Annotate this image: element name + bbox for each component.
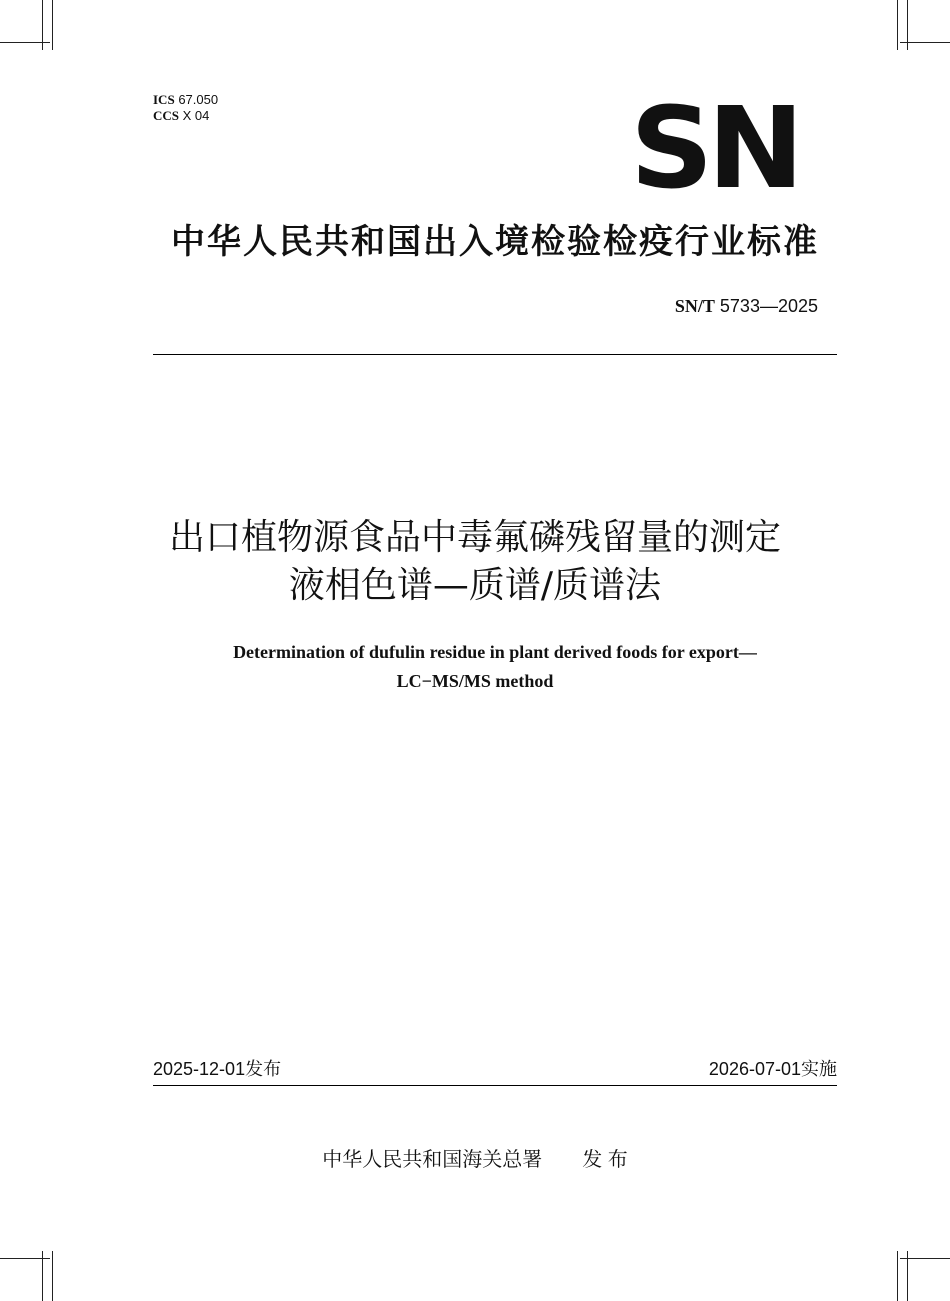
header-divider: [153, 354, 837, 355]
document-title-cn-line1: 出口植物源食品中毒氟磷残留量的测定: [168, 517, 781, 558]
footer-divider: [153, 1085, 837, 1086]
ccs-code: [153, 108, 218, 124]
crop-mark-bottom-right-inner: [897, 1251, 898, 1301]
issue-date: 2025-12-01发布: [153, 1059, 282, 1079]
crop-mark-bottom-right-horizontal: [900, 1258, 950, 1259]
ccs-label: CCS: [153, 108, 180, 123]
issuer-action: 发 布: [582, 1149, 628, 1171]
classification-codes: [153, 92, 218, 124]
crop-mark-top-left-inner: [52, 0, 53, 50]
ics-label: ICS: [153, 92, 175, 107]
ics-value: 67.050: [178, 92, 219, 107]
svg-text:SN: SN: [630, 96, 798, 194]
document-title-en-line1: Determination of dufulin residue in plant derived foods for export—: [233, 642, 757, 662]
issuing-authority: [0, 1143, 950, 1172]
document-title-cn-line2: 液相色谱—质谱/质谱法: [288, 565, 662, 606]
ics-code: [153, 92, 218, 108]
standard-category-title: 中华人民共和国出入境检验检疫行业标准: [171, 222, 819, 262]
standard-number: [675, 296, 818, 317]
effective-date: 2026-07-01实施: [708, 1059, 837, 1079]
crop-mark-bottom-left-horizontal: [0, 1258, 50, 1259]
issuer-name: 中华人民共和国海关总署: [322, 1149, 543, 1171]
crop-mark-bottom-left-inner: [52, 1251, 53, 1301]
ccs-value: X 04: [182, 108, 210, 123]
sn-logo: [628, 96, 800, 194]
crop-mark-top-right-horizontal: [900, 42, 950, 43]
crop-mark-top-left-horizontal: [0, 42, 50, 43]
standard-number-value: 5733—2025: [719, 296, 818, 316]
document-title-en-line2: LC−MS/MS method: [396, 671, 554, 691]
standard-number-prefix: SN/T: [674, 296, 715, 316]
crop-mark-top-right-inner: [897, 0, 898, 50]
